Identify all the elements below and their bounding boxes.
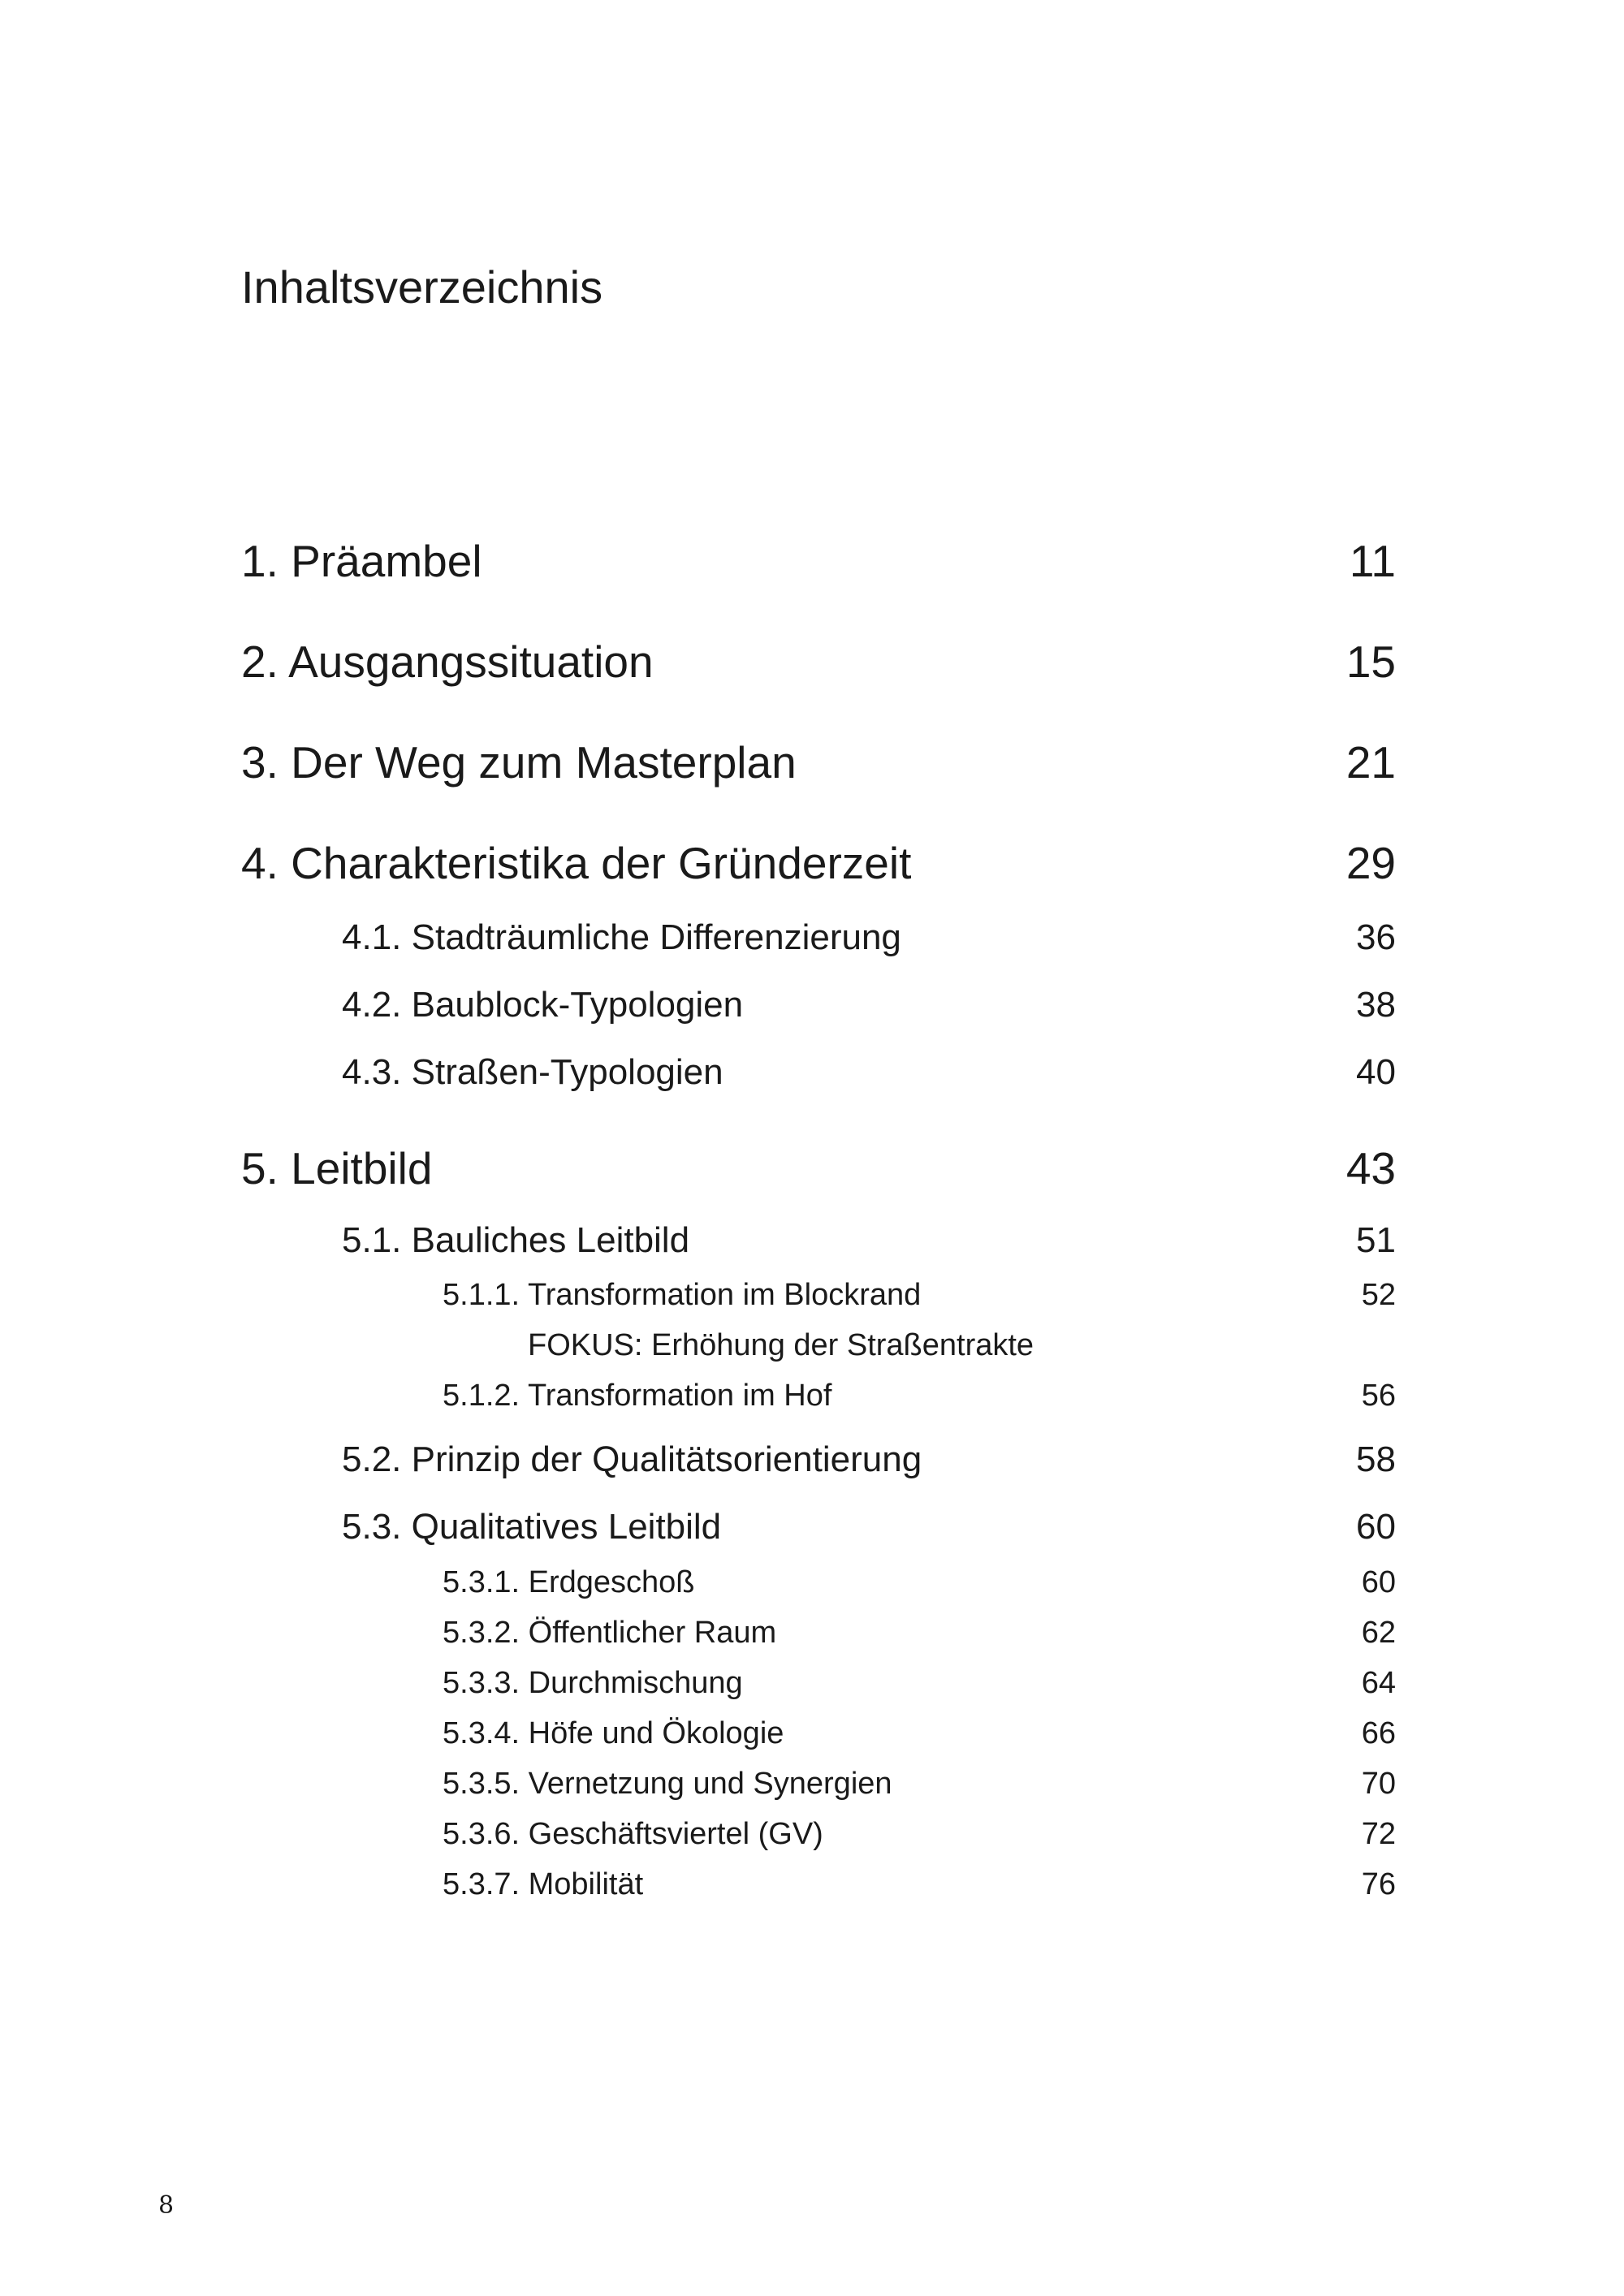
toc-entry-page: 51: [1356, 1220, 1396, 1260]
toc-entry-page: 60: [1361, 1565, 1396, 1599]
toc-entry-page: 66: [1361, 1716, 1396, 1750]
toc-entry-label: 5.3.5. Vernetzung und Synergien: [443, 1767, 892, 1801]
toc-entry-page: 58: [1356, 1439, 1396, 1479]
toc-entry-page: 38: [1356, 985, 1396, 1025]
toc-entry-page: 76: [1361, 1867, 1396, 1901]
toc-entry-page: 21: [1345, 737, 1396, 788]
toc-entry-page: 11: [1349, 536, 1396, 586]
toc-entry-label: 4.2. Baublock-Typologien: [342, 985, 744, 1025]
page-number: 8: [158, 2191, 175, 2220]
toc-entry-label: 5.3.4. Höfe und Ökologie: [443, 1716, 784, 1750]
toc-entry-page: 62: [1361, 1616, 1396, 1650]
toc-entry-page: 36: [1356, 917, 1396, 957]
toc-entry-page: 52: [1361, 1278, 1396, 1312]
toc-entry-label: 4. Charakteristika der Gründerzeit: [241, 838, 912, 888]
toc-entry-label: 5.3.1. Erdgeschoß: [443, 1565, 695, 1599]
toc-entry-page: 60: [1356, 1507, 1396, 1547]
toc-entry-label: 5.1. Bauliches Leitbild: [342, 1220, 690, 1260]
toc-entry-label: 5.3.7. Mobilität: [443, 1867, 644, 1901]
toc-entry-page: 29: [1345, 838, 1396, 888]
toc-entry-page: 56: [1361, 1379, 1396, 1413]
toc-entry-label: 2. Ausgangssituation: [241, 637, 654, 687]
toc-entry-label: FOKUS: Erhöhung der Straßentrakte: [528, 1328, 1034, 1362]
toc-entry-label: 5.2. Prinzip der Qualitätsorientierung: [342, 1439, 922, 1479]
toc-entry-label: 4.1. Stadträumliche Differenzierung: [342, 917, 901, 957]
toc-entry-label: 4.3. Straßen-Typologien: [342, 1052, 723, 1092]
toc-entry-page: 70: [1361, 1767, 1396, 1801]
toc-entry-page: 40: [1356, 1052, 1396, 1092]
toc-entry-page: 43: [1345, 1143, 1396, 1193]
toc-entry-label: 5.1.2. Transformation im Hof: [443, 1379, 832, 1413]
toc-entry-label: 5.3. Qualitatives Leitbild: [342, 1507, 722, 1547]
toc-entry-label: 5.1.1. Transformation im Blockrand: [443, 1278, 922, 1312]
toc-title: Inhaltsverzeichnis: [241, 261, 603, 313]
toc-entry-label: 5.3.6. Geschäftsviertel (GV): [443, 1817, 823, 1851]
toc-entry-label: 5.3.3. Durchmischung: [443, 1666, 743, 1700]
toc-entry-page: 64: [1361, 1666, 1396, 1700]
toc-entry-page: 72: [1361, 1817, 1396, 1851]
toc-entry-label: 5. Leitbild: [241, 1143, 433, 1193]
toc-entry-label: 3. Der Weg zum Masterplan: [241, 737, 797, 788]
toc-entry-label: 1. Präambel: [241, 536, 482, 586]
toc-entry-label: 5.3.2. Öffentlicher Raum: [443, 1616, 777, 1650]
toc-entry-page: 15: [1345, 637, 1396, 687]
